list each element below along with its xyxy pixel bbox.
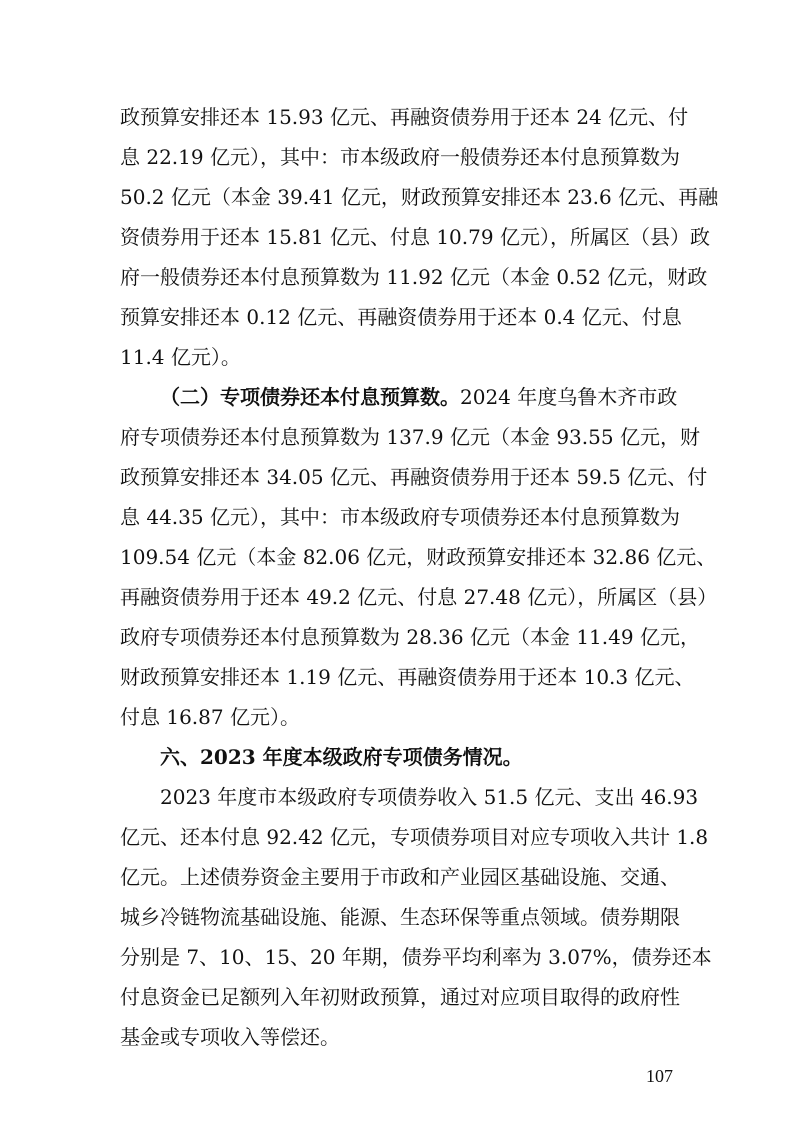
section-2-first-line (160, 386, 676, 408)
text-line: 再融资债券用于还本 49.2 亿元、付息 27.48 亿元），所属区（县） (120, 585, 718, 609)
text-line: 政府专项债券还本付息预算数为 28.36 亿元（本金 11.49 亿元， (120, 625, 700, 649)
text-line: 亿元、还本付息 92.42 亿元，专项债券项目对应专项收入共计 1.8 (120, 825, 709, 849)
section-2-heading: （二）专项债券还本付息预算数。 (160, 385, 460, 409)
text-line: 亿元。上述债券资金主要用于市政和产业园区基础设施、交通、 (120, 865, 680, 889)
section-6-heading: 六、2023 年度本级政府专项债务情况。 (160, 745, 523, 769)
text-line: 分别是 7、10、15、20 年期，债券平均利率为 3.07%，债券还本 (120, 945, 712, 969)
text-line: 府专项债券还本付息预算数为 137.9 亿元（本金 93.55 亿元，财 (120, 425, 700, 449)
text-line: 11.4 亿元）。 (120, 345, 241, 369)
text-line: 50.2 亿元（本金 39.41 亿元，财政预算安排还本 23.6 亿元、再融 (120, 185, 719, 209)
text-line: 府一般债券还本付息预算数为 11.92 亿元（本金 0.52 亿元，财政 (120, 265, 708, 289)
section-2-first-line-text: 2024 年度乌鲁木齐市政 (460, 385, 678, 409)
text-line: 息 44.35 亿元），其中：市本级政府专项债券还本付息预算数为 (120, 505, 680, 529)
text-line: 付息资金已足额列入年初财政预算，通过对应项目取得的政府性 (120, 985, 680, 1009)
text-line: 城乡冷链物流基础设施、能源、生态环保等重点领域。债券期限 (120, 905, 680, 929)
text-line: 财政预算安排还本 1.19 亿元、再融资债券用于还本 10.3 亿元、 (120, 665, 695, 689)
text-line: 资债券用于还本 15.81 亿元、付息 10.79 亿元），所属区（县）政 (120, 225, 710, 249)
text-line: 政预算安排还本 15.93 亿元、再融资债券用于还本 24 亿元、付 (120, 105, 689, 129)
text-line: 政预算安排还本 34.05 亿元、再融资债券用于还本 59.5 亿元、付 (120, 465, 708, 489)
text-line: 109.54 亿元（本金 82.06 亿元，财政预算安排还本 32.86 亿元、 (120, 545, 717, 569)
page-number: 107 (646, 1066, 673, 1086)
text-line: 2023 年度市本级政府专项债券收入 51.5 亿元、支出 46.93 (160, 785, 699, 809)
text-line: 息 22.19 亿元），其中：市本级政府一般债券还本付息预算数为 (120, 145, 680, 169)
text-line: 付息 16.87 亿元）。 (120, 705, 300, 729)
text-line: 预算安排还本 0.12 亿元、再融资债券用于还本 0.4 亿元、付息 (120, 305, 682, 329)
text-line: 基金或专项收入等偿还。 (120, 1025, 340, 1049)
